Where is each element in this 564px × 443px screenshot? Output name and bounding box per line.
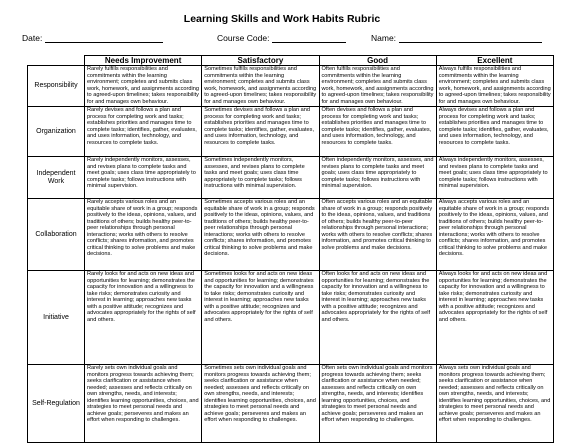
rubric-cell: Rarely sets own individual goals and monitors progress towards achieving them; seeks clarification or assistance when needed; assesses and reflects critically on own strengths, needs, and interests; identifies learning opportunities, choices, and strategies to meet personal needs and achieve goals; perseveres and makes an effort when responding to challenges.: [85, 365, 202, 443]
row-label: Organization: [28, 107, 85, 157]
date-label: Date:: [22, 33, 43, 43]
rubric-cell: Often fulfills responsibilities and commitments within the learning environment; completes and submits class work, homework, and assignments according to agreed-upon timelines; takes responsibility for and manages own behaviour.: [319, 66, 436, 107]
rubric-cell: Sometimes accepts various roles and an equitable share of work in a group; responds positively to the ideas, opinions, values, and traditions of others; builds healthy peer-to-peer relationships through personal interactions; works with others to resolve conflicts; shares information, and promotes critical thinking to solve problems and make decisions.: [202, 199, 319, 271]
level-header: Needs Improvement: [85, 56, 202, 66]
level-header: Satisfactory: [202, 56, 319, 66]
rubric-cell: Often independently monitors, assesses, and revises plans to complete tasks and meet goals; uses class time appropriately to complete tasks; follows instructions with minimal supervision.: [319, 157, 436, 199]
level-header: Good: [319, 56, 436, 66]
rubric-cell: Always accepts various roles and an equitable share of work in a group; responds positively to the ideas, opinions, values, and traditions of others; builds healthy peer-to-peer relationships through personal interactions; works with others to resolve conflicts; shares information, and promotes critical thinking to solve problems and make decisions.: [436, 199, 553, 271]
header-corner: [28, 56, 85, 66]
name-label: Name:: [371, 33, 397, 43]
name-field: [371, 33, 542, 43]
rubric-cell: Rarely accepts various roles and an equitable share of work in a group; responds positively to the ideas, opinions, values, and traditions of others; builds healthy peer-to-peer relationships through personal interactions; works with others to resolve conflicts; shares information, and promotes critical thinking to solve problems and make decisions.: [85, 199, 202, 271]
course-code-label: Course Code:: [217, 33, 270, 43]
row-label: Collaboration: [28, 199, 85, 271]
course-code-blank[interactable]: [272, 33, 346, 43]
rubric-cell: Sometimes looks for and acts on new ideas and opportunities for learning; demonstrates the capacity for innovation and a willingness to take risks; demonstrates curiosity and interest in learning; approaches new tasks with a positive attitude; recognizes and advocates appropriately for the rights of self and others.: [202, 271, 319, 365]
table-row: [28, 66, 554, 107]
rubric-cell: Often devises and follows a plan and process for completing work and tasks; establishes priorities and manages time to complete tasks; identifies, gather, evaluates, and uses information, technology, and resources to complete tasks.: [319, 107, 436, 157]
rubric-cell: Often looks for and acts on new ideas and opportunities for learning; demonstrates the capacity for innovation and a willingness to take risks; demonstrates curiosity and interest in learning; approaches new tasks with a positive attitude; recognizes and advocates appropriately for the rights of self and others.: [319, 271, 436, 365]
rubric-cell: Sometimes sets own individual goals and monitors progress towards achieving them; seeks clarification or assistance when needed; assesses and reflects critically on own strengths, needs, and interests; identifies learning opportunities, choices, and strategies to meet personal needs and achieve goals; perseveres and makes an effort when responding to challenges.: [202, 365, 319, 443]
row-label: Responsibility: [28, 66, 85, 107]
rubric-cell: Rarely independently monitors, assesses, and revises plans to complete tasks and meet goals; uses class time appropriately to complete tasks; follows instructions with minimal supervision.: [85, 157, 202, 199]
rubric-cell: Rarely devises and follows a plan and process for completing work and tasks; establishes priorities and manages time to complete tasks; identifies, gather, evaluates, and uses information, technology, and resources to complete tasks.: [85, 107, 202, 157]
course-code-field: [217, 33, 346, 43]
table-row: [28, 157, 554, 199]
row-label: Initiative: [28, 271, 85, 365]
level-header: Excellent: [436, 56, 553, 66]
rubric-cell: Sometimes fulfills responsibilities and commitments within the learning environment; completes and submits class work, homework, and assignments according to agreed-upon timelines; takes responsibility for and manages own behaviour.: [202, 66, 319, 107]
rubric-table: [27, 55, 554, 443]
date-field: [22, 33, 163, 43]
rubric-cell: Always sets own individual goals and monitors progress towards achieving them; seeks clarification or assistance when needed; assesses and reflects critically on own strengths, needs, and interests; identifies learning opportunities, choices, and strategies to meet personal needs and achieve goals; perseveres and makes an effort when responding to challenges.: [436, 365, 553, 443]
rubric-cell: Always independently monitors, assesses, and revises plans to complete tasks and meet goals; uses class time appropriately to complete tasks; follows instructions with minimal supervision.: [436, 157, 553, 199]
date-blank[interactable]: [45, 33, 163, 43]
rubric-cell: Often sets own individual goals and monitors progress towards achieving them; seeks clarification or assistance when needed; assesses and reflects critically on own strengths, needs, and interests; identifies learning opportunities, choices, and strategies to meet personal needs and achieve goals; perseveres and makes an effort when responding to challenges.: [319, 365, 436, 443]
rubric-cell: Often accepts various roles and an equitable share of work in a group; responds positively to the ideas, opinions, values, and traditions of others; builds healthy peer-to-peer relationships through personal interactions; works with others to resolve conflicts; shares information, and promotes critical thinking to solve problems and make decisions.: [319, 199, 436, 271]
table-row: [28, 271, 554, 365]
rubric-cell: Sometimes devises and follows a plan and process for completing work and tasks; establishes priorities and manages time to complete tasks; identifies, gather, evaluates, and uses information, technology, and resources to complete tasks.: [202, 107, 319, 157]
header-row: [28, 56, 554, 66]
name-blank[interactable]: [399, 33, 542, 43]
row-label: Independent Work: [28, 157, 85, 199]
table-row: [28, 365, 554, 443]
rubric-cell: Sometimes independently monitors, assesses, and revises plans to complete tasks and meet goals; uses class time appropriately to complete tasks; follows instructions with minimal supervision.: [202, 157, 319, 199]
rubric-cell: Rarely looks for and acts on new ideas and opportunities for learning; demonstrates the capacity for innovation and a willingness to take risks; demonstrates curiosity and interest in learning; approaches new tasks with a positive attitude; recognizes and advocates appropriately for the rights of self and others.: [85, 271, 202, 365]
table-row: [28, 199, 554, 271]
row-label: Self-Regulation: [28, 365, 85, 443]
table-row: [28, 107, 554, 157]
page-title: Learning Skills and Work Habits Rubric: [183, 13, 381, 25]
rubric-cell: Rarely fulfills responsibilities and commitments within the learning environment; completes and submits class work, homework, and assignments according to agreed-upon timelines; takes responsibility for and manages own behaviour.: [85, 66, 202, 107]
rubric-cell: Always looks for and acts on new ideas and opportunities for learning; demonstrates the capacity for innovation and a willingness to take risks; demonstrates curiosity and interest in learning; approaches new tasks with a positive attitude; recognizes and advocates appropriately for the rights of self and others.: [436, 271, 553, 365]
rubric-cell: Always fulfills responsibilities and commitments within the learning environment; completes and submits class work, homework, and assignments according to agreed-upon timelines; takes responsibility for and manages own behaviour.: [436, 66, 553, 107]
rubric-cell: Always devises and follows a plan and process for completing work and tasks; establishes priorities and manages time to complete tasks; identifies, gather, evaluates, and uses information, technology, and resources to complete tasks.: [436, 107, 553, 157]
